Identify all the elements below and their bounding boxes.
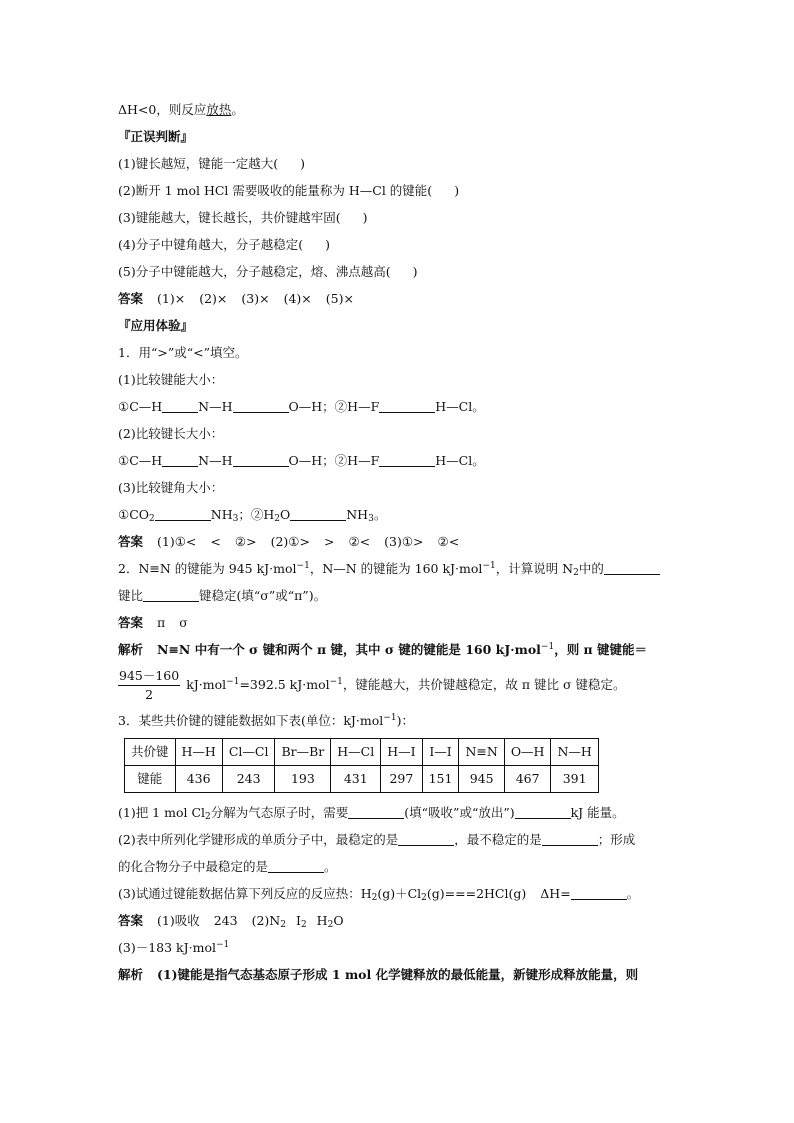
blank[interactable] (290, 506, 346, 521)
q1-part3: (3)比较键角大小： (118, 480, 224, 495)
q3-part3: (3)试通过键能数据估算下列反应的反应热：$H_2(g)+Cl_2(g)===2HCl(g)$ ΔH= 。 (118, 886, 640, 903)
section-title-judge: 正误判断 (130, 129, 181, 144)
top-line-emphasis: 放热 (206, 102, 232, 117)
q1-part3-blanks: $①CO_2$ $NH_3$；$②H_2O$ $NH_3$。 (118, 507, 387, 524)
blank[interactable] (348, 804, 404, 819)
fraction: $\frac{945-160}{2}$ (119, 668, 180, 702)
top-line-text: ΔH<0，则反应 (118, 102, 207, 117)
q1-part2: (2)比较键长大小： (118, 426, 224, 441)
q3-part1: (1)把 1 mol $Cl_2$分解为气态原子时，需要 (填“吸收”或“放出”) kJ 能量。 (118, 805, 625, 822)
blank[interactable] (379, 398, 435, 413)
section-heading-apply: 『应用体验』 (118, 318, 194, 333)
q3-part2-line1: (2)表中所列化学键形成的单质分子中，最稳定的是 ，最不稳定的是 ；形成 (118, 832, 636, 847)
q1-part2-blanks: ①C—H N—H O—H；②H—F H—Cl。 (118, 453, 485, 468)
blank[interactable] (379, 452, 435, 467)
blank[interactable] (571, 885, 627, 900)
blank[interactable] (233, 398, 289, 413)
section-title-apply: 应用体验 (130, 318, 181, 333)
judge-answer: 答案 (1)× (2)× (3)× (4)× (5)× (118, 291, 354, 306)
judge-item-5: (5)分子中键能越大，分子越稳定，熔、沸点越高( ) (118, 264, 418, 279)
q1-part1: (1)比较键能大小： (118, 372, 224, 387)
table-header-row: 共价键 H—H Cl—Cl Br—Br H—Cl H—I I—I N≡N O—H N—H (125, 739, 599, 766)
q2-stem-line1: 2．N≡N 的键能为 945 kJ·mol$^{-1}$，N—N 的键能为 160 kJ·mol$^{-1}$，计算说明 $N_2$中的 (118, 555, 680, 582)
judge-item-1: (1)键长越短，键能一定越大( ) (118, 156, 305, 171)
table-row: 键能 436 243 193 431 297 151 945 467 391 (125, 766, 599, 793)
q3-answer-line2: (3)－183 kJ·mol$^{-1}$ (118, 940, 230, 955)
judge-item-3: (3)键能越大，键长越长，共价键越牢固( ) (118, 210, 368, 225)
top-line (118, 96, 680, 123)
q2-explanation-line2: $\frac{945-160}{2}$ kJ·mol$^{-1}$=392.5 kJ·mol$^{-1}$，键能越大，共价键越稳定，故 π 键比 σ 键稳定。 (119, 668, 626, 702)
q2-answer: 答案 π σ (118, 615, 188, 630)
blank[interactable] (162, 398, 198, 413)
blank[interactable] (233, 452, 289, 467)
blank[interactable] (143, 587, 199, 602)
q3-part2-line2: 的化合物分子中最稳定的是 。 (118, 859, 337, 874)
q3-answer: 答案 (1)吸收 243 $(2)N_2$ $I_2$ $H_2O$ (118, 913, 344, 930)
judge-item-2: (2)断开 1 mol HCl 需要吸收的能量称为 H—Cl 的键能( ) (118, 183, 460, 198)
q2-explanation-line1: 解析 N≡N 中有一个 σ 键和两个 π 键，其中 σ 键的键能是 160 kJ·mol$^{-1}$，则 π 键键能＝ (118, 642, 648, 657)
blank[interactable] (162, 452, 198, 467)
answer-label: 答案 (118, 291, 144, 306)
q3-explanation: 解析 (1)键能是指气态基态原子形成 1 mol 化学键释放的最低能量，新键形成释放能量，则 (118, 967, 639, 982)
judge-item-4: (4)分子中键角越大，分子越稳定( ) (118, 237, 330, 252)
top-line-end: 。 (231, 102, 244, 117)
q2-stem-line2: 键比 键稳定(填“σ”或“π”)。 (118, 588, 327, 603)
blank[interactable] (268, 858, 324, 873)
section-heading-judge: 『正误判断』 (118, 129, 194, 144)
blank[interactable] (515, 804, 571, 819)
blank[interactable] (604, 560, 660, 575)
bond-energy-table (124, 738, 599, 793)
page-content (118, 96, 680, 988)
blank[interactable] (542, 831, 598, 846)
blank[interactable] (398, 831, 454, 846)
q3-stem: 3．某些共价键的键能数据如下表(单位：kJ·mol$^{-1}$)： (118, 713, 414, 728)
q1-answer: 答案 (1)①< < ②> (2)①> > ②< (3)①> ②< (118, 534, 460, 549)
blank[interactable] (155, 506, 211, 521)
q1-stem: 1．用“>”或“<”填空。 (118, 345, 248, 360)
q1-part1-blanks: ①C—H N—H O—H；②H—F H—Cl。 (118, 399, 485, 414)
